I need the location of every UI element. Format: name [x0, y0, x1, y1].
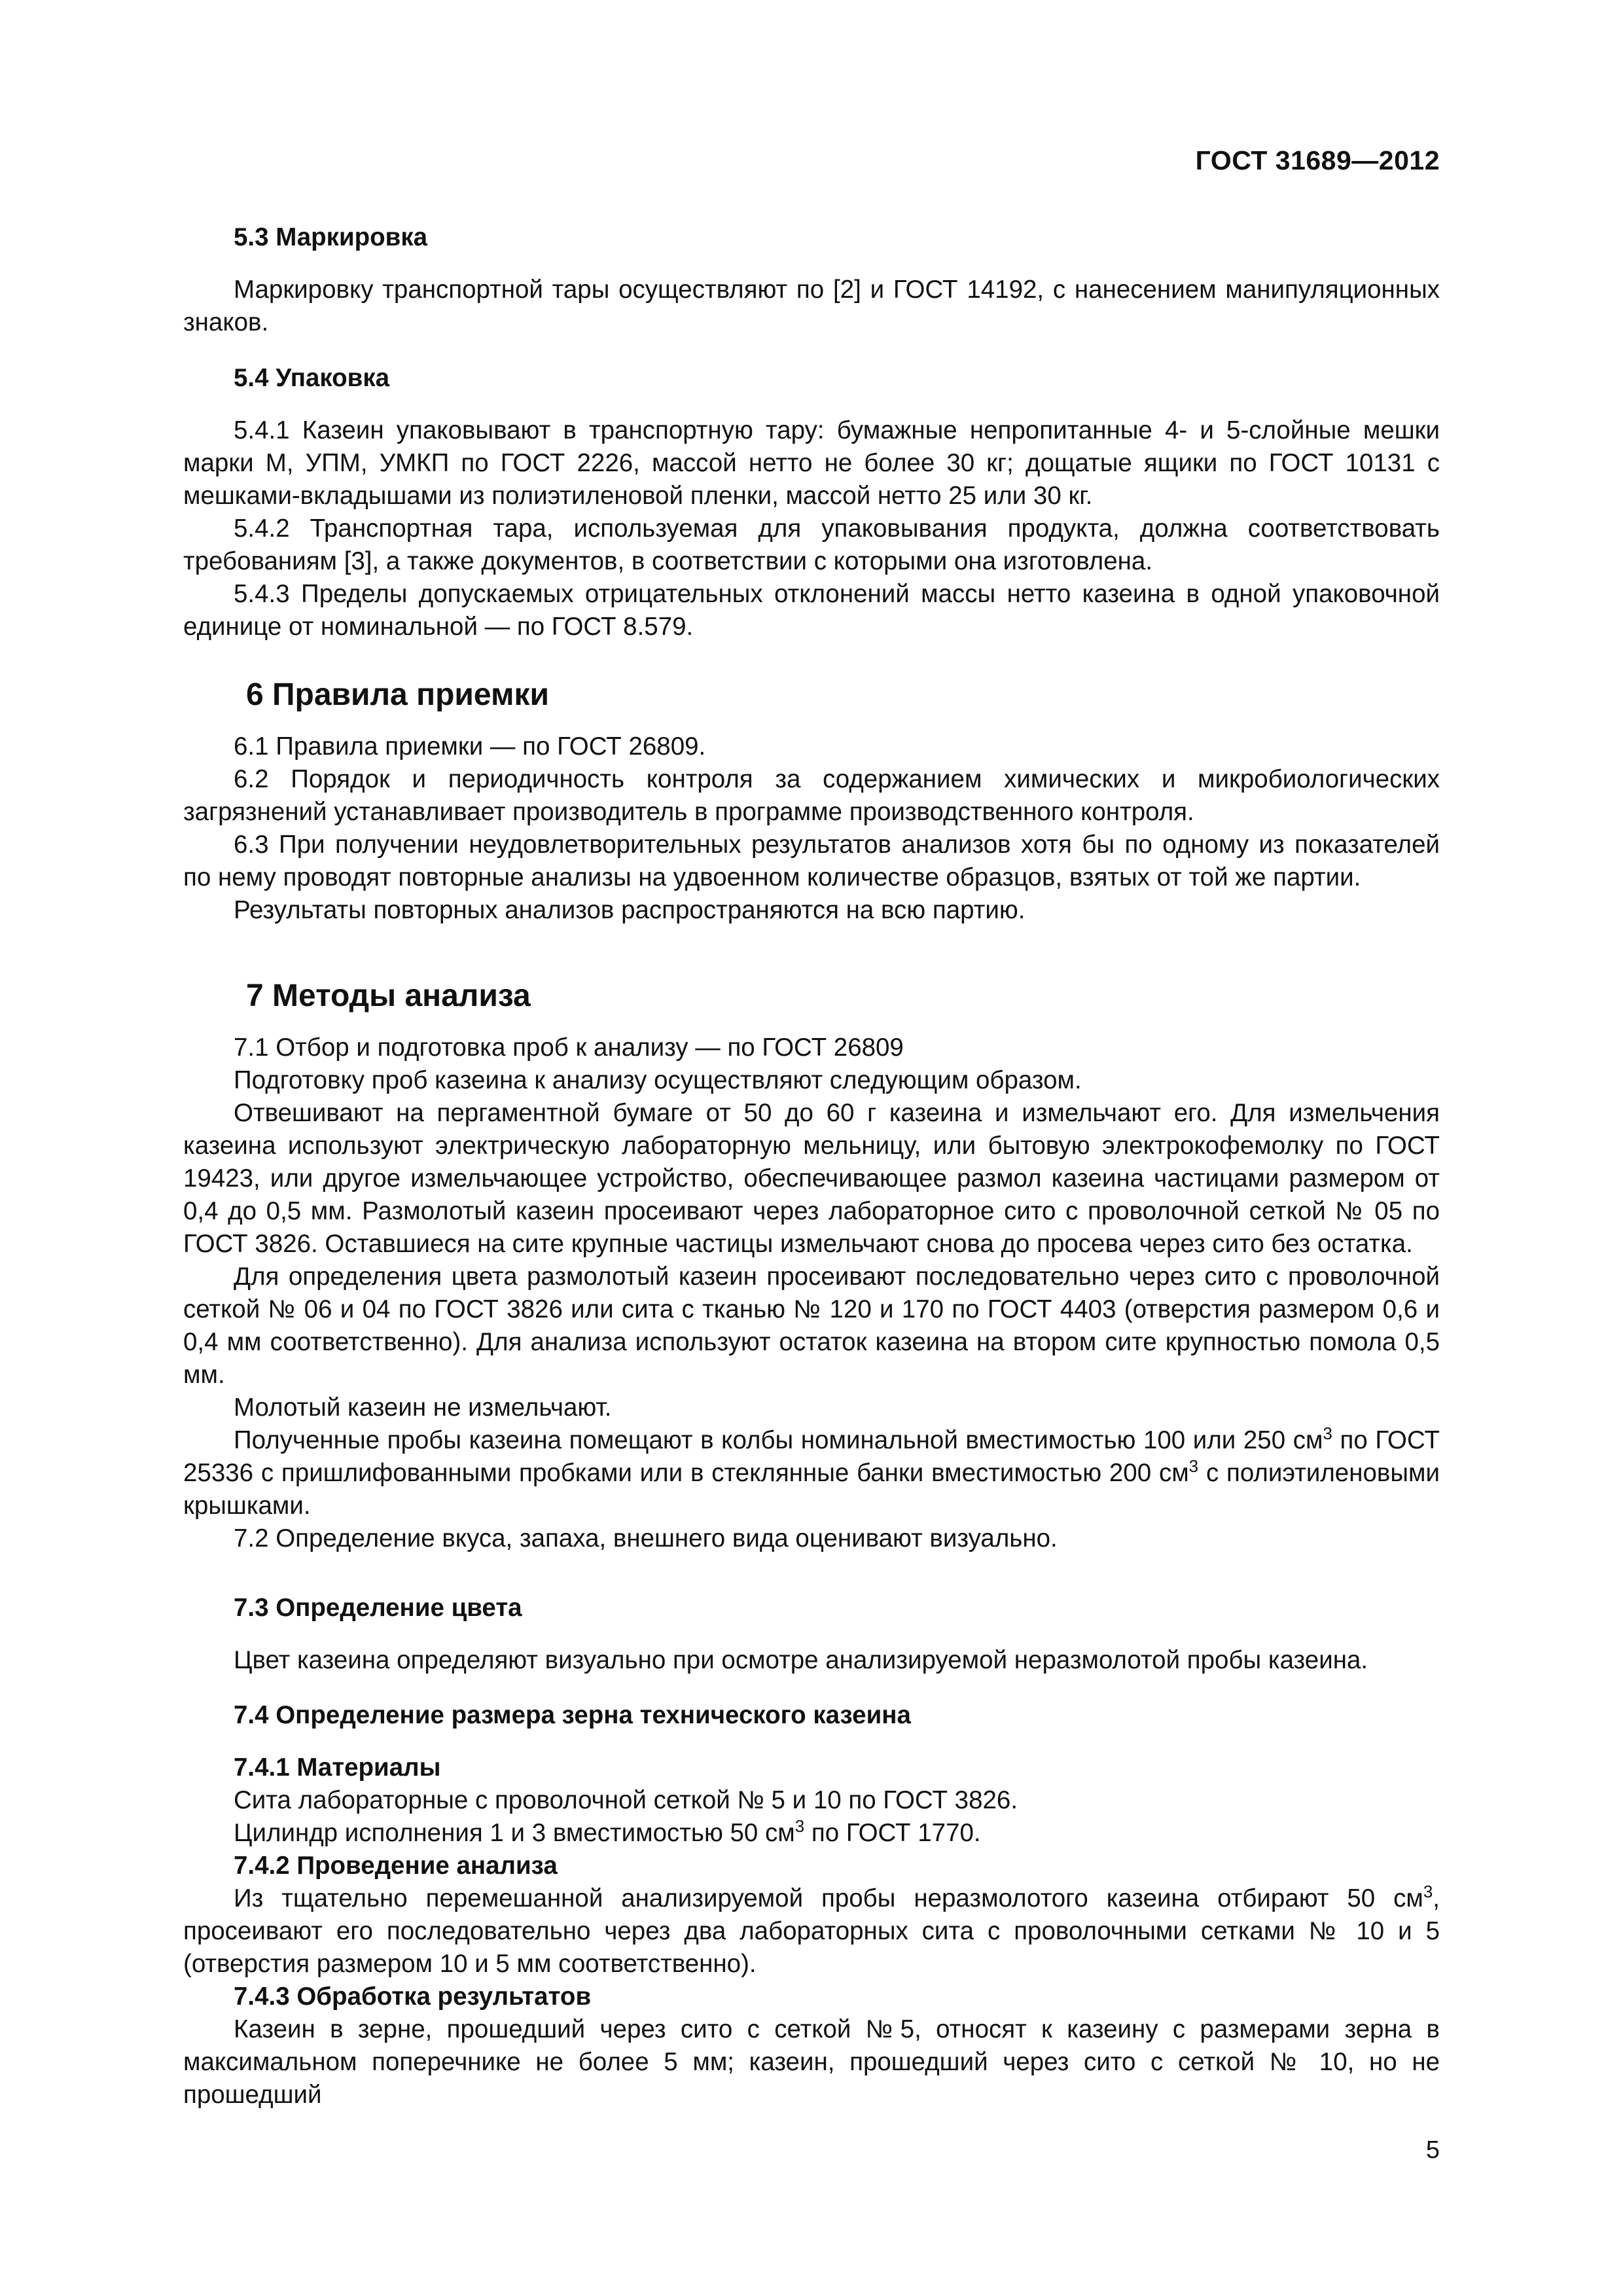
section-5-4-title: 5.4 Упаковка: [234, 364, 389, 392]
paragraph: 6.2 Порядок и периодичность контроля за содержанием химических и микробиологических загрязнений устанавливает производитель в программе производственного контроля.: [183, 765, 1440, 826]
superscript: 3: [1423, 1882, 1433, 1901]
section-7: [183, 977, 1440, 1555]
page-number: 5: [1425, 2136, 1440, 2164]
section-5-3: [183, 221, 1440, 339]
paragraph: 6.3 При получении неудовлетворительных результатов анализов хотя бы по одному из показателей по нему проводят повторные анализы на удвоенном количестве образцов, взятых от той же партии.: [183, 831, 1440, 891]
subsection-7-4-3-title: 7.4.3 Обработка результатов: [234, 1982, 592, 2011]
text-fragment: Из тщательно перемешанной анализируемой пробы неразмолотого казеина отбирают 50 см: [234, 1884, 1423, 1912]
paragraph: Сита лабораторные с проволочной сеткой № 5 и 10 по ГОСТ 3826.: [234, 1786, 1018, 1814]
paragraph: Маркировку транспортной тары осуществляют по [2] и ГОСТ 14192, с нанесением манипуляционных знаков.: [183, 276, 1440, 336]
section-5-3-title: 5.3 Маркировка: [234, 223, 428, 251]
document-id: ГОСТ 31689—2012: [1195, 145, 1440, 175]
paragraph: Результаты повторных анализов распространяются на всю партию.: [234, 896, 1026, 924]
section-7-3-title: 7.3 Определение цвета: [234, 1594, 522, 1622]
text-fragment: , просеивают его последовательно через два лабораторных сита с проволочными сетками № 10 и 5 (отверстия размером 10 и 5 мм соответственно).: [183, 1884, 1440, 1978]
paragraph: 5.4.1 Казеин упаковывают в транспортную тару: бумажные непропитанные 4- и 5-слойные мешки марки М, УПМ, УМКП по ГОСТ 2226, массой нетто не более 30 кг; дощатые ящики по ГОСТ 10131 с мешками-вкладышами из полиэтиленовой пленки, массой нетто 25 или 30 кг.: [183, 416, 1440, 510]
paragraph: Для определения цвета размолотый казеин просеивают последовательно через сито с проволочной сеткой № 06 и 04 по ГОСТ 3826 или сита с тканью № 120 и 170 по ГОСТ 4403 (отверстия размером 0,6 и 0,4 мм соответственно). Для анализа используют остаток казеина на втором сите крупностью помола 0,5 мм.: [183, 1263, 1440, 1389]
section-7-3: [183, 1592, 1440, 1677]
paragraph: 7.2 Определение вкуса, запаха, внешнего вида оценивают визуально.: [234, 1524, 1058, 1552]
paragraph: Подготовку проб казеина к анализу осуществляют следующим образом.: [234, 1066, 1082, 1094]
paragraph: Отвешивают на пергаментной бумаге от 50 до 60 г казеина и измельчают его. Для измельчения казеина используют электрическую лабораторную мельницу, или бытовую электрокофемолку по ГОСТ 19423, или другое измельчающее устройство, обеспечивающее размол казеина частицами размером от 0,4 до 0,5 мм. Размолотый казеин просеивают через лабораторное сито с проволочной сеткой № 05 по ГОСТ 3826. Оставшиеся на сите крупные частицы измельчают снова до просева через сито без остатка.: [183, 1099, 1440, 1258]
subsection-7-4-2-title: 7.4.2 Проведение анализа: [234, 1852, 558, 1880]
paragraph: Цвет казеина определяют визуально при осмотре анализируемой неразмолотой пробы казеина.: [234, 1646, 1368, 1674]
section-7-title: 7 Методы анализа: [246, 978, 531, 1013]
text-fragment: Цилиндр исполнения 1 и 3 вместимостью 50 см: [234, 1819, 795, 1847]
paragraph: [183, 1817, 1440, 1850]
paragraph: Казеин в зерне, прошедший через сито с сеткой №5, относят к казеину с размерами зерна в максимальном поперечнике не более 5 мм; казеин, прошедший через сито с сеткой № 10, но не прошедший: [183, 2015, 1440, 2109]
paragraph: 6.1 Правила приемки — по ГОСТ 26809.: [234, 732, 706, 761]
text-fragment: по ГОСТ 1770.: [804, 1819, 981, 1847]
section-7-4: [183, 1699, 1440, 2111]
text-fragment: с полиэтиленовыми крышками.: [183, 1459, 1440, 1520]
subsection-7-4-1-title: 7.4.1 Материалы: [234, 1753, 441, 1782]
section-7-4-title: 7.4 Определение размера зерна технического казеина: [234, 1701, 911, 1729]
text-fragment: по ГОСТ 25336 с пришлифованными пробками или в стеклянные банки вместимостью 200 см: [183, 1426, 1440, 1487]
paragraph: 7.1 Отбор и подготовка проб к анализу — по ГОСТ 26809: [234, 1033, 904, 1062]
superscript: 3: [1188, 1456, 1199, 1476]
section-6: [183, 675, 1440, 927]
paragraph: [183, 1882, 1440, 1981]
paragraph: 5.4.2 Транспортная тара, используемая для упаковывания продукта, должна соответствовать требованиям [3], а также документов, в соответствии с которыми она изготовлена.: [183, 514, 1440, 575]
paragraph: [183, 1424, 1440, 1522]
superscript: 3: [794, 1816, 805, 1836]
section-6-title: 6 Правила приемки: [246, 677, 550, 712]
paragraph: Молотый казеин не измельчают.: [234, 1393, 612, 1422]
superscript: 3: [1323, 1424, 1332, 1443]
text-fragment: Полученные пробы казеина помещают в колбы номинальной вместимостью 100 или 250 см: [234, 1426, 1323, 1454]
section-5-4: [183, 362, 1440, 643]
paragraph: 5.4.3 Пределы допускаемых отрицательных отклонений массы нетто казеина в одной упаковочной единице от номинальной — по ГОСТ 8.579.: [183, 580, 1440, 641]
